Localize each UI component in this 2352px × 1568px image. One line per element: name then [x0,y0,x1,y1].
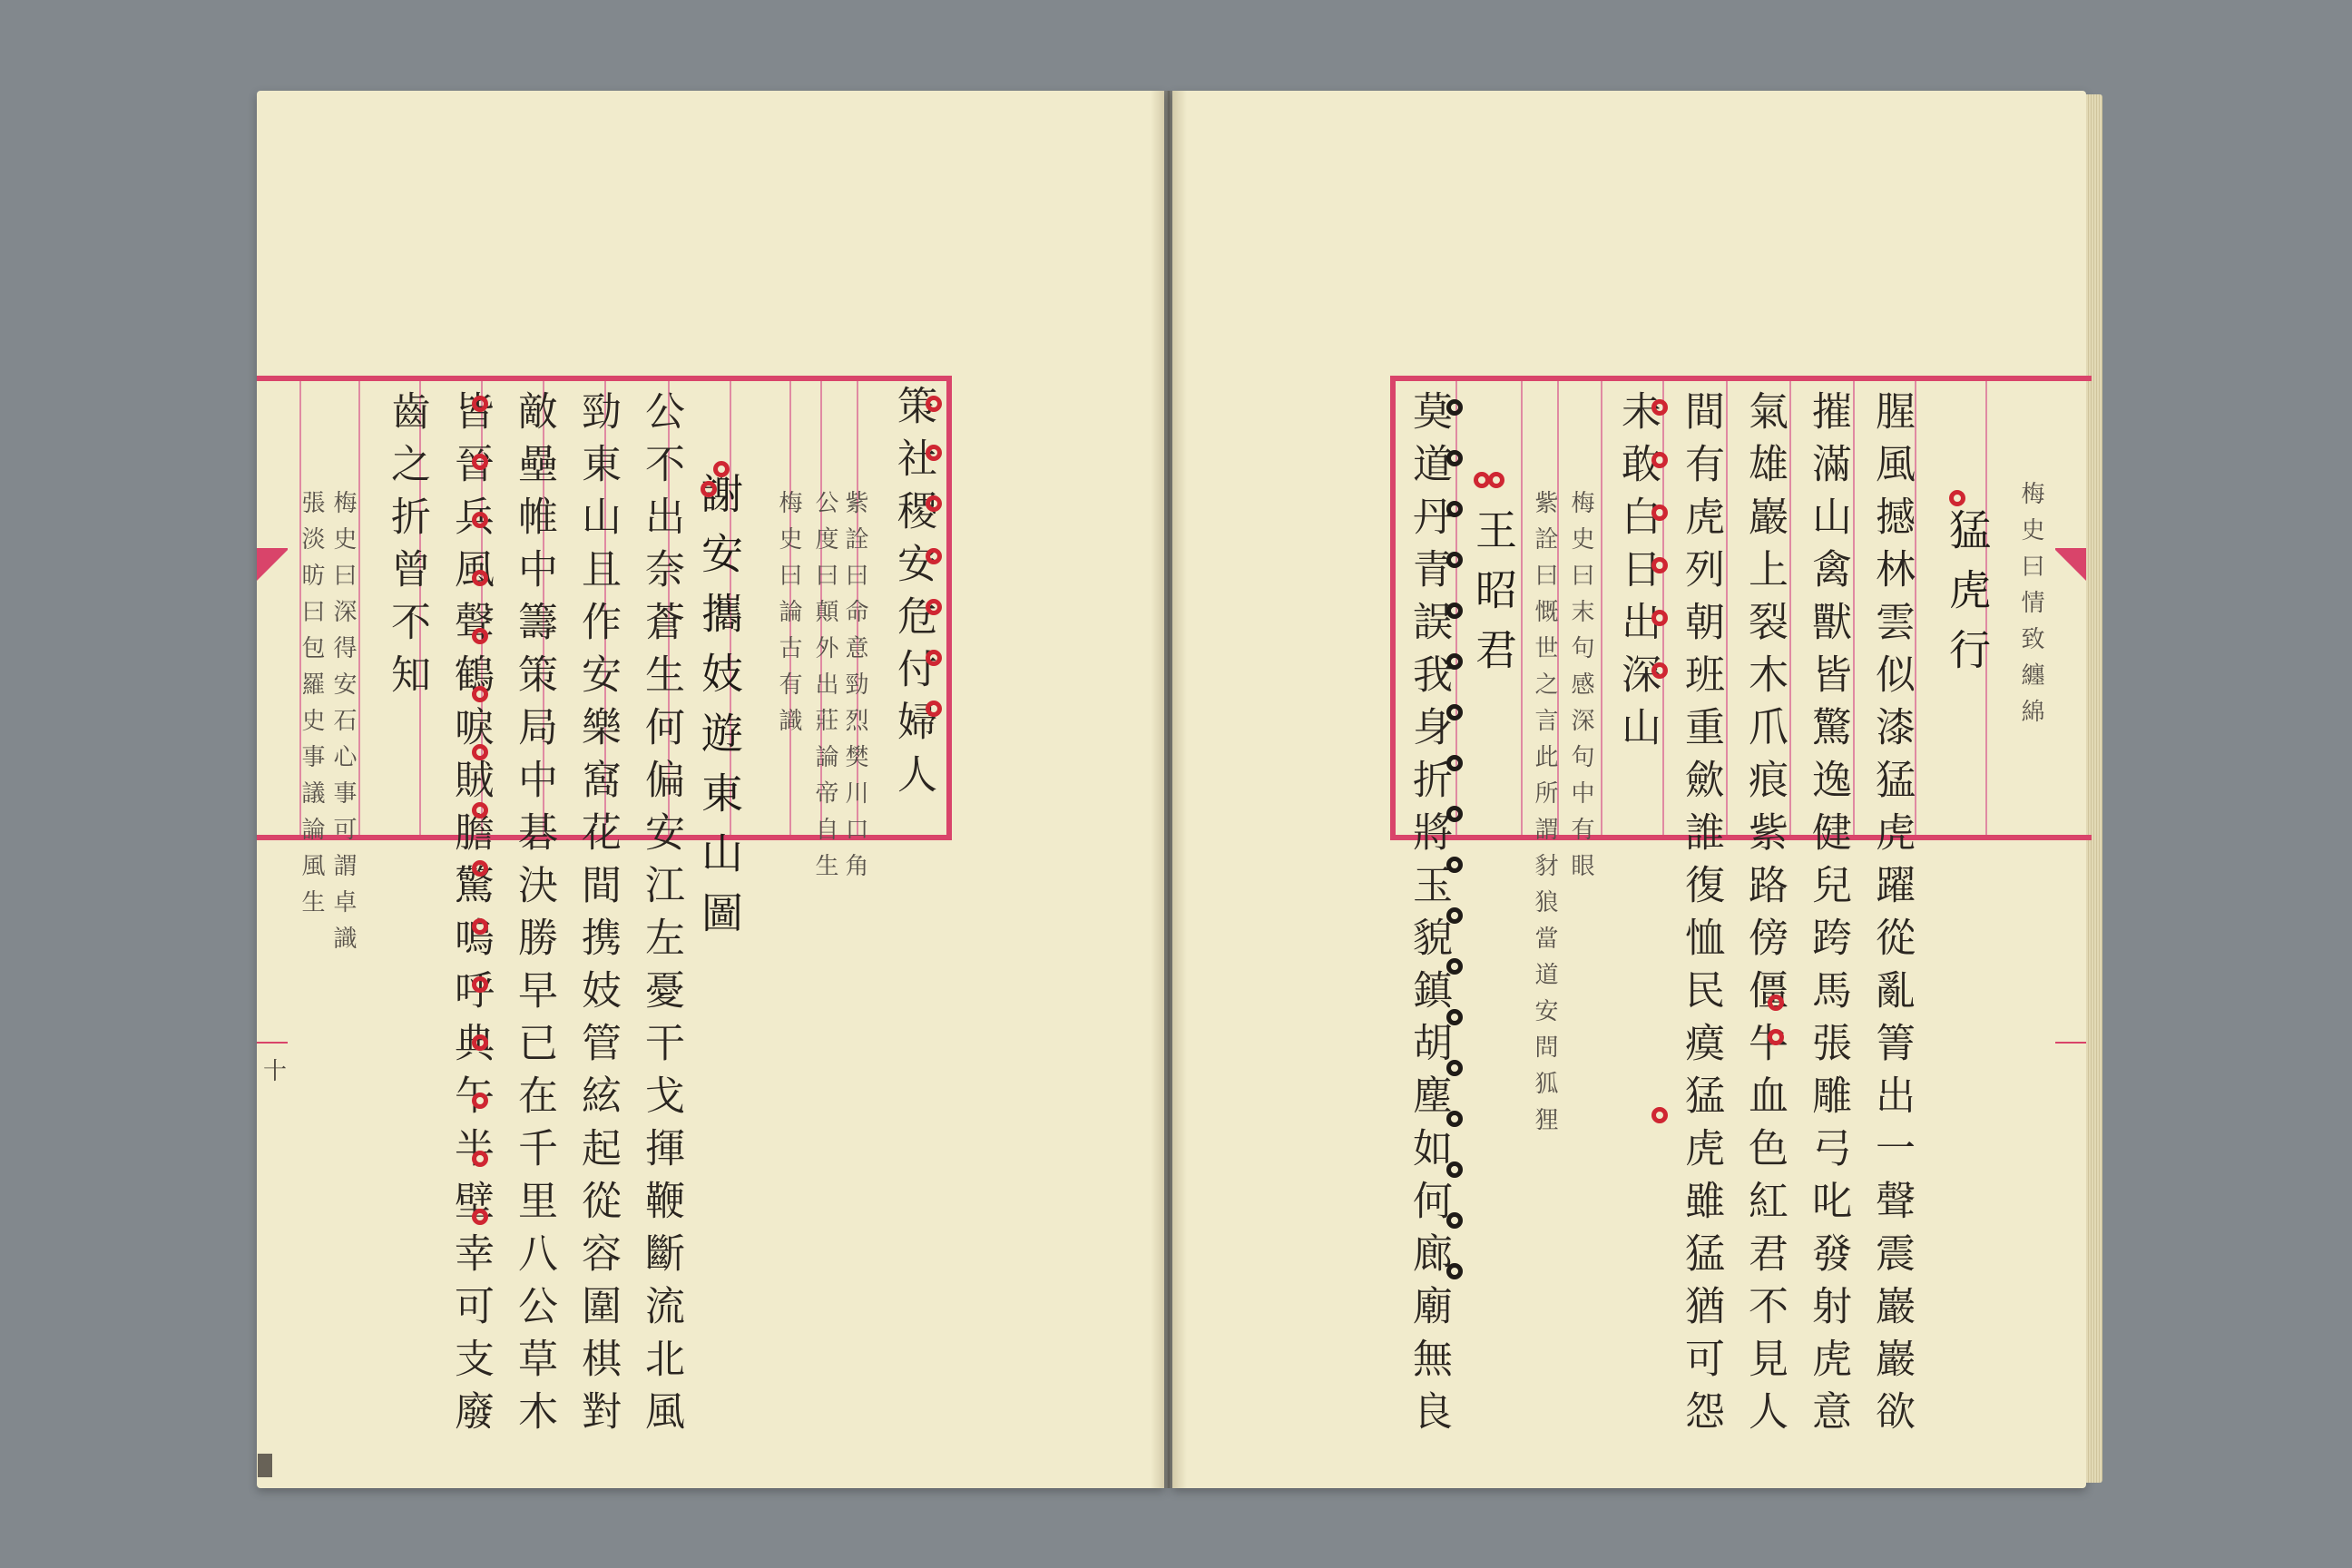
left-poem-line-4: 皆晉兵風聲鶴唳賊膽驚嗚呼典午半壁幸可支廢 [447,390,494,1443]
punctuation-dot-mark [1446,450,1463,466]
punctuation-circle-mark [472,1209,488,1225]
right-poem-line-2: 摧滿山禽獸皆驚逸健兒跨馬張雕弓叱發射虎意 [1805,390,1851,1443]
punctuation-dot-mark [1446,907,1463,924]
punctuation-dot-mark [1446,857,1463,873]
punctuation-dot-mark [1446,806,1463,822]
punctuation-circle-mark [472,628,488,644]
punctuation-dot-mark [1446,552,1463,568]
right-commentary-2: 梅史曰末句感深句中有眼 [1567,490,1594,889]
left-poem-line-1: 公不出奈蒼生何偏安江左憂干戈揮鞭斷流北風 [638,390,684,1443]
punctuation-circle-mark [1651,505,1668,521]
punctuation-dot-mark [1446,1212,1463,1229]
right-poem-line-5: 未敢白日出深山 [1614,390,1661,759]
left-commentary-3: 梅史曰論古有識 [775,490,802,744]
punctuation-circle-mark [472,512,488,528]
right-rule [1521,381,1523,835]
title-circle-mark [1488,472,1504,488]
punctuation-circle-mark [926,396,942,412]
left-fish-line [257,548,288,550]
right-commentary-3: 紫詮曰慨世之言此所謂豺狼當道安問狐狸 [1531,490,1558,1143]
left-column-1: 策社稷安危付婦人 [890,385,936,806]
right-poem-title-2: 王昭君 [1469,508,1518,688]
left-rule [358,381,360,835]
punctuation-circle-mark [472,1151,488,1167]
punctuation-circle-mark [472,1034,488,1051]
punctuation-circle-mark [1768,1029,1784,1045]
punctuation-dot-mark [1446,399,1463,416]
punctuation-circle-mark [472,860,488,877]
book-gutter [1151,91,1187,1488]
right-rule [1789,381,1791,835]
punctuation-circle-mark [472,396,488,412]
punctuation-dot-mark [1446,603,1463,619]
punctuation-circle-mark [1651,399,1668,416]
punctuation-dot-mark [1446,958,1463,975]
punctuation-circle-mark [926,495,942,512]
punctuation-circle-mark [1651,662,1668,679]
right-poem-title-1: 猛虎行 [1943,508,1992,688]
right-rule [1853,381,1855,835]
right-poem-line-6: 莫道丹青誤我身折將玉貌鎮胡塵如何廊廟無良 [1406,390,1452,1443]
right-rule [1601,381,1602,835]
punctuation-circle-mark [1651,610,1668,626]
punctuation-dot-mark [1446,1111,1463,1127]
punctuation-circle-mark [1651,452,1668,468]
right-poem-line-4: 間有虎列朝班重歛誰復恤民瘼猛虎雖猛猶可怨 [1678,390,1724,1443]
punctuation-circle-mark [472,976,488,993]
punctuation-dot-mark [1446,653,1463,670]
punctuation-circle-mark [472,454,488,470]
ownership-seal-icon [258,1454,272,1477]
left-poem-line-3: 敵壘帷中籌策局中碁決勝早已在千里八公草木 [511,390,557,1443]
right-fish-line [2055,548,2086,550]
left-commentary-2: 公度曰顛外出莊論帝自生 [811,490,838,889]
left-poem-line-5: 齒之折曾不知 [384,390,430,706]
punctuation-circle-mark [1651,1107,1668,1123]
punctuation-circle-mark [926,548,942,564]
title-circle-mark [701,481,717,497]
title-circle-mark [1949,490,1965,506]
left-commentary-1: 紫詮曰命意勁烈樊川口角 [841,490,868,889]
punctuation-circle-mark [472,686,488,702]
left-fish-line-lower [257,1042,288,1044]
right-commentary-1: 梅史曰情致纏綿 [2017,481,2044,735]
right-rule [1726,381,1728,835]
left-poem-line-2: 勁東山且作安樂窩花間携妓管絃起從容圍棋對 [574,390,621,1443]
left-commentary-4: 梅史曰深得安石心事可謂卓識 [329,490,357,962]
punctuation-circle-mark [472,744,488,760]
punctuation-dot-mark [1446,1009,1463,1025]
punctuation-dot-mark [1446,1060,1463,1076]
left-commentary-5: 張淡昉曰包羅史事議論風生 [298,490,325,926]
punctuation-dot-mark [1446,501,1463,517]
punctuation-circle-mark [472,570,488,586]
punctuation-circle-mark [926,599,942,615]
right-fish-line-lower [2055,1042,2086,1044]
punctuation-circle-mark [926,701,942,717]
punctuation-dot-mark [1446,1161,1463,1178]
punctuation-circle-mark [472,918,488,935]
punctuation-circle-mark [472,1093,488,1109]
punctuation-dot-mark [1446,1263,1463,1279]
punctuation-circle-mark [926,650,942,666]
punctuation-circle-mark [1768,995,1784,1011]
right-rule [1662,381,1664,835]
left-poem-title: 謝安攜妓遊東山圖 [695,472,744,951]
folio-number: 十 [263,1058,288,1085]
right-poem-line-3: 氣雄巖上裂木爪痕紫路傍僵牛血色紅君不見人 [1741,390,1788,1443]
punctuation-circle-mark [472,802,488,818]
punctuation-circle-mark [1651,557,1668,573]
right-poem-line-1: 腥風撼林雲似漆猛虎躍從亂箐出一聲震巖巖欲 [1868,390,1915,1443]
title-circle-mark [713,461,730,477]
punctuation-dot-mark [1446,755,1463,771]
punctuation-dot-mark [1446,704,1463,720]
title-circle-mark [1474,472,1490,488]
punctuation-circle-mark [926,445,942,461]
